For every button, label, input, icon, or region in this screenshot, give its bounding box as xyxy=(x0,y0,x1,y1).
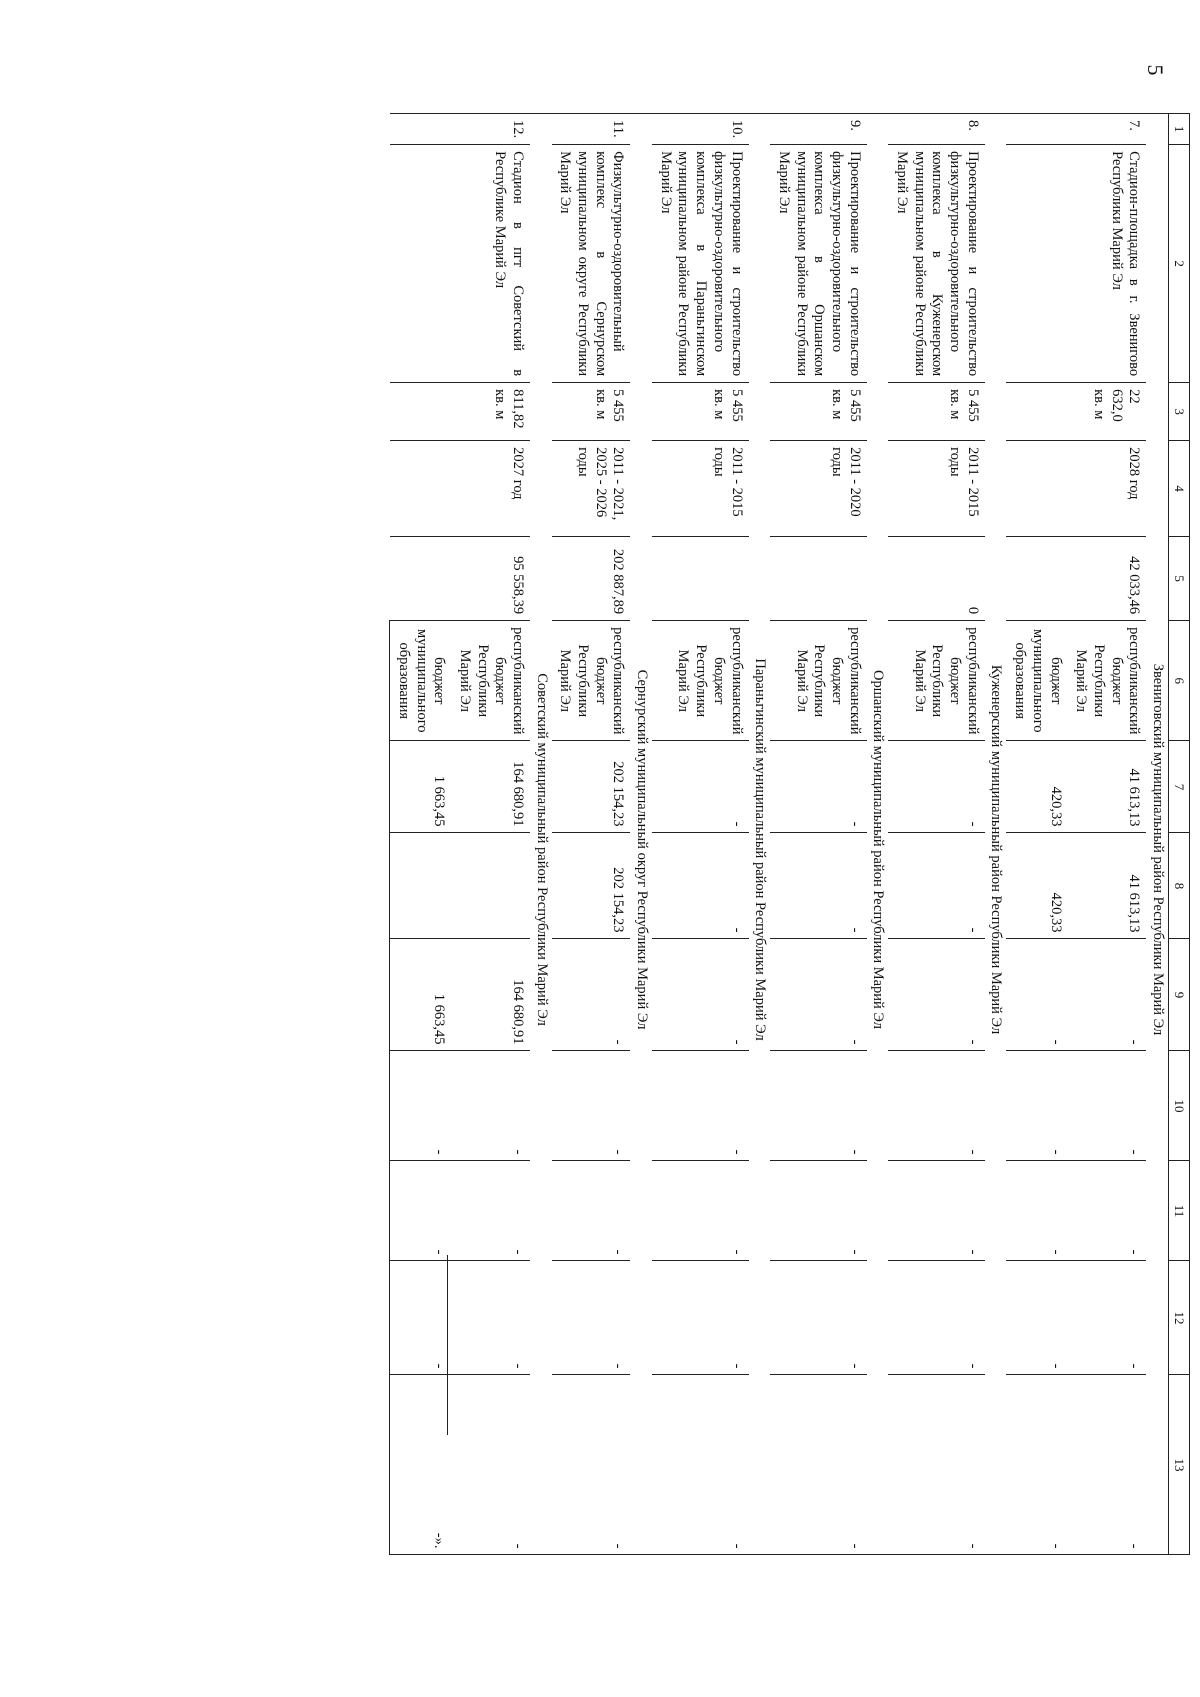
group-title: Параньгинский муниципальный район Республики Марий Эл xyxy=(749,145,771,1555)
funding-c10: - xyxy=(552,1051,631,1161)
group-row xyxy=(867,114,889,1555)
funding-source: республиканский бюджет Республики Марий Эл xyxy=(451,621,530,741)
object-name: Стадион-площадка в г. Звенигово Республики Марий Эл xyxy=(1007,145,1147,383)
row-number: 9. xyxy=(770,114,866,145)
column-header-13: 13 xyxy=(1169,1375,1190,1555)
row-number: 10. xyxy=(652,114,748,145)
object-capacity: 5 455 кв. м xyxy=(652,383,748,441)
funding-c12: - xyxy=(1007,1261,1068,1375)
funding-c9: - xyxy=(652,939,748,1051)
estimated-cost: 0 xyxy=(888,537,984,621)
funding-c10: - xyxy=(451,1051,530,1161)
funding-c13: - xyxy=(1068,1375,1147,1555)
implementation-period: 2027 год xyxy=(390,441,530,537)
funding-c11: - xyxy=(1007,1161,1068,1261)
group-row xyxy=(985,114,1007,1555)
group-spacer xyxy=(530,114,552,145)
funding-c12: - xyxy=(652,1261,748,1375)
footnote-rule xyxy=(447,1255,448,1435)
column-header-8: 8 xyxy=(1169,833,1190,939)
column-header-7: 7 xyxy=(1169,741,1190,833)
funding-c9: 1 663,45 xyxy=(390,939,452,1051)
funding-c8: - xyxy=(770,833,866,939)
funding-c11: - xyxy=(552,1161,631,1261)
group-row xyxy=(749,114,771,1555)
rotated-sheet xyxy=(200,95,1200,1595)
estimated-cost xyxy=(770,537,866,621)
group-spacer xyxy=(867,114,889,145)
funding-total: 1 663,45 xyxy=(390,741,452,833)
funding-c8: 41 613,13 xyxy=(1068,833,1147,939)
row-number: 11. xyxy=(552,114,631,145)
funding-c10: - xyxy=(888,1051,984,1161)
object-capacity: 811,82 кв. м xyxy=(390,383,530,441)
object-name: Физкультурно-оздоровительный комплекс в Сернурском муниципальном округе Республики Марий Эл xyxy=(552,145,631,383)
funding-c13: - xyxy=(770,1375,866,1555)
row-number: 7. xyxy=(1007,114,1147,145)
implementation-period: 2011 - 2015 годы xyxy=(888,441,984,537)
funding-c12: - xyxy=(1068,1261,1147,1375)
column-header-5: 5 xyxy=(1169,537,1190,621)
funding-c9: 164 680,91 xyxy=(451,939,530,1051)
object-name: Проектирование и строительство физкультурно-оздоровительного комплекса в Оршанском муниципальном районе Республики Марий Эл xyxy=(770,145,866,383)
group-title: Звениговский муниципальный район Республики Марий Эл xyxy=(1146,145,1168,1555)
funding-source: республиканский бюджет Республики Марий Эл xyxy=(888,621,984,741)
funding-c11: - xyxy=(451,1161,530,1261)
page-number: 5 xyxy=(1143,64,1168,76)
group-row xyxy=(630,114,652,1555)
funding-source: республиканский бюджет Республики Марий Эл xyxy=(770,621,866,741)
funding-c12: - xyxy=(390,1261,452,1375)
table-row xyxy=(552,114,631,1555)
funding-source: республиканский бюджет Республики Марий Эл xyxy=(652,621,748,741)
funding-total: 41 613,13 xyxy=(1068,741,1147,833)
funding-c11: - xyxy=(888,1161,984,1261)
funding-c8: - xyxy=(652,833,748,939)
funding-c8 xyxy=(390,833,452,939)
object-capacity: 22 632,0 кв. м xyxy=(1007,383,1147,441)
funding-c12: - xyxy=(552,1261,631,1375)
funding-c9: - xyxy=(1068,939,1147,1051)
funding-c9: - xyxy=(552,939,631,1051)
column-header-11: 11 xyxy=(1169,1161,1190,1261)
estimated-cost xyxy=(652,537,748,621)
funding-source: бюджет муниципального образования xyxy=(390,621,452,741)
funding-c8 xyxy=(451,833,530,939)
group-title: Куженерский муниципальный район Республики Марий Эл xyxy=(985,145,1007,1555)
object-capacity: 5 455 кв. м xyxy=(552,383,631,441)
estimated-cost: 95 558,39 xyxy=(390,537,530,621)
funding-source: республиканский бюджет Республики Марий Эл xyxy=(552,621,631,741)
funding-c10: - xyxy=(652,1051,748,1161)
table-row xyxy=(451,114,530,1555)
header-row xyxy=(1169,114,1190,1555)
column-header-10: 10 xyxy=(1169,1051,1190,1161)
funding-total: - xyxy=(888,741,984,833)
object-name: Проектирование и строительство физкультурно-оздоровительного комплекса в Параньгинском муниципальном районе Республики Марий Эл xyxy=(652,145,748,383)
estimated-cost: 42 033,46 xyxy=(1007,537,1147,621)
table-row xyxy=(1068,114,1147,1555)
object-name: Стадион в пгт Советский в Республике Марий Эл xyxy=(390,145,530,383)
funding-c13: - xyxy=(552,1375,631,1555)
funding-c8: 202 154,23 xyxy=(552,833,631,939)
funding-source: республиканский бюджет Республики Марий Эл xyxy=(1068,621,1147,741)
funding-c10: - xyxy=(770,1051,866,1161)
table-row xyxy=(888,114,984,1555)
group-spacer xyxy=(630,114,652,145)
row-number: 8. xyxy=(888,114,984,145)
funding-c13: - xyxy=(451,1375,530,1555)
funding-c9: - xyxy=(888,939,984,1051)
object-capacity: 5 455 кв. м xyxy=(770,383,866,441)
group-spacer xyxy=(749,114,771,145)
implementation-period: 2028 год xyxy=(1007,441,1147,537)
group-spacer xyxy=(1146,114,1168,145)
funding-total: - xyxy=(652,741,748,833)
column-header-4: 4 xyxy=(1169,441,1190,537)
group-spacer xyxy=(985,114,1007,145)
implementation-period: 2011 - 2015 годы xyxy=(652,441,748,537)
column-header-1: 1 xyxy=(1169,114,1190,145)
estimated-cost: 202 887,89 xyxy=(552,537,631,621)
object-name: Проектирование и строительство физкультурно-оздоровительного комплекса в Куженерском муниципальном районе Республики Марий Эл xyxy=(888,145,984,383)
implementation-period: 2011 - 2020 годы xyxy=(770,441,866,537)
group-title: Оршанский муниципальный район Республики Марий Эл xyxy=(867,145,889,1555)
funding-c11: - xyxy=(390,1161,452,1261)
funding-total: 164 680,91 xyxy=(451,741,530,833)
funding-c9: - xyxy=(1007,939,1068,1051)
column-header-9: 9 xyxy=(1169,939,1190,1051)
funding-c12: - xyxy=(451,1261,530,1375)
funding-c8: 420,33 xyxy=(1007,833,1068,939)
funding-total: - xyxy=(770,741,866,833)
funding-c12: - xyxy=(888,1261,984,1375)
row-number: 12. xyxy=(390,114,530,145)
funding-c8: - xyxy=(888,833,984,939)
table-row xyxy=(652,114,748,1555)
object-capacity: 5 455 кв. м xyxy=(888,383,984,441)
funding-total: 202 154,23 xyxy=(552,741,631,833)
funding-c13: -». xyxy=(390,1375,452,1555)
funding-source: бюджет муниципального образования xyxy=(1007,621,1068,741)
column-header-6: 6 xyxy=(1169,621,1190,741)
funding-total: 420,33 xyxy=(1007,741,1068,833)
group-title: Сернурский муниципальный округ Республики Марий Эл xyxy=(630,145,652,1555)
column-header-3: 3 xyxy=(1169,383,1190,441)
group-row xyxy=(530,114,552,1555)
funding-c13: - xyxy=(1007,1375,1068,1555)
column-header-12: 12 xyxy=(1169,1261,1190,1375)
funding-c13: - xyxy=(888,1375,984,1555)
funding-c11: - xyxy=(770,1161,866,1261)
group-row xyxy=(1146,114,1168,1555)
table-row xyxy=(770,114,866,1555)
funding-c10: - xyxy=(1007,1051,1068,1161)
funding-c10: - xyxy=(1068,1051,1147,1161)
funding-c10: - xyxy=(390,1051,452,1161)
funding-c11: - xyxy=(1068,1161,1147,1261)
implementation-period: 2011 - 2021, 2025 - 2026 годы xyxy=(552,441,631,537)
objects-table xyxy=(389,113,1190,1555)
group-title: Советский муниципальный район Республики Марий Эл xyxy=(530,145,552,1555)
funding-c11: - xyxy=(652,1161,748,1261)
funding-c13: - xyxy=(652,1375,748,1555)
funding-c9: - xyxy=(770,939,866,1051)
column-header-2: 2 xyxy=(1169,145,1190,383)
funding-c12: - xyxy=(770,1261,866,1375)
